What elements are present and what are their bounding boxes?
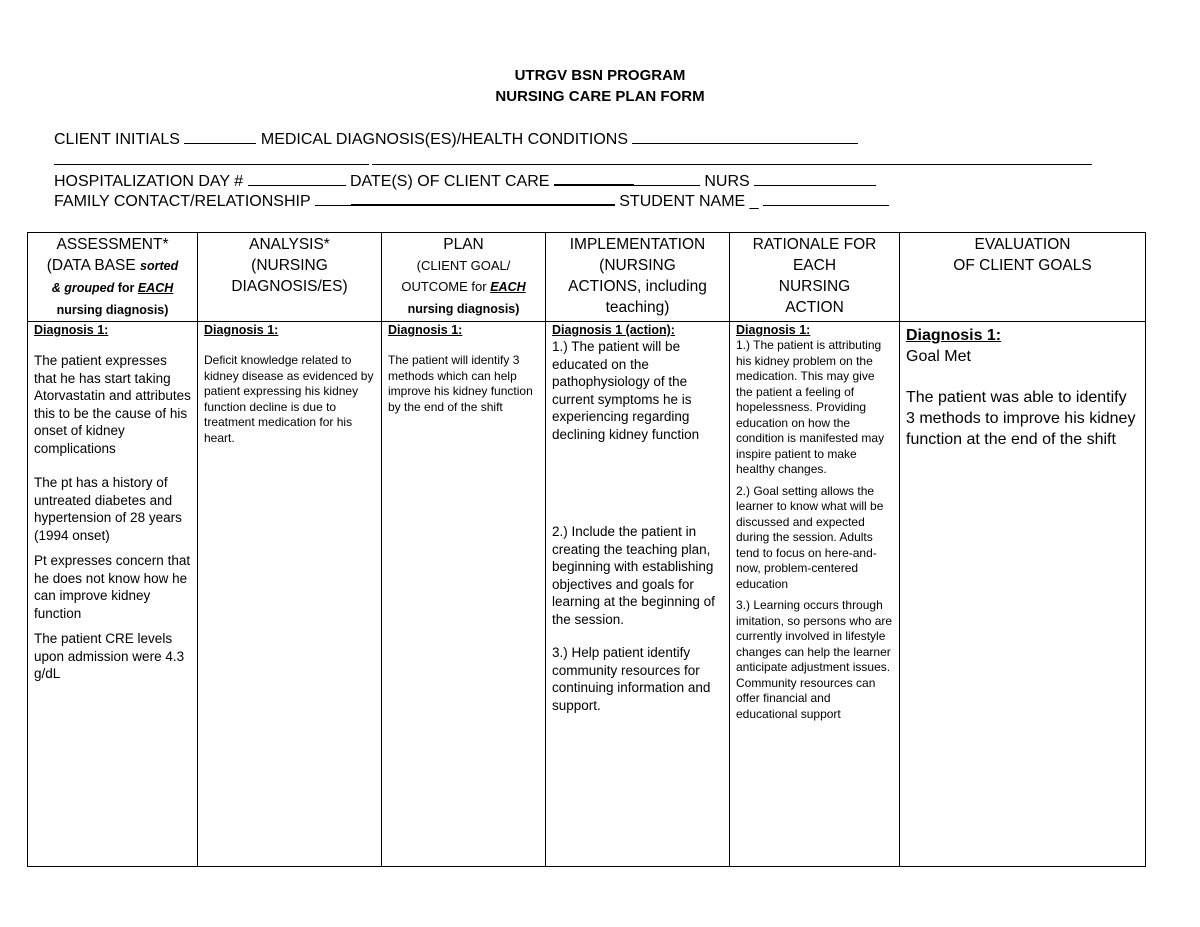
header-analysis: ANALYSIS* (NURSING DIAGNOSIS/ES) (198, 233, 382, 322)
evaluation-text: The patient was able to identify 3 methods to improve his kidney function at the end of the shift (906, 389, 1136, 448)
medical-diagnosis-field[interactable] (632, 129, 858, 144)
diagnosis-label: Diagnosis 1: (736, 323, 811, 337)
medical-diagnosis-label: MEDICAL DIAGNOSIS(ES)/HEALTH CONDITIONS (260, 131, 629, 148)
form-title-program: UTRGV BSN PROGRAM (514, 67, 686, 84)
medical-diagnosis-continuation[interactable] (54, 150, 1092, 171)
diagnosis-label: Diagnosis 1: (906, 327, 1002, 344)
cell-assessment[interactable]: Diagnosis 1: The patient expresses that he has start taking Atorvastatin and attributes this to be the cause of his onset of kidney complications The pt has a history of untreated diabetes and hypertension of 28 years (1994 onset) Pt expresses concern that he does not know how he can improve kidney function The patient CRE levels upon admission were 4.3 g/dL (28, 322, 198, 867)
table-header-row (28, 233, 1146, 322)
cell-evaluation[interactable] (900, 322, 1146, 867)
diagnosis-label: Diagnosis 1: (204, 323, 279, 337)
dates-of-care-field[interactable] (554, 170, 634, 186)
family-contact-line (54, 190, 889, 212)
client-line (54, 129, 858, 150)
student-name-field[interactable] (763, 191, 889, 206)
header-implementation: IMPLEMENTATION (NURSING ACTIONS, including teaching) (546, 233, 730, 322)
student-name-label: STUDENT NAME _ (619, 193, 759, 210)
diagnosis-label: Diagnosis 1: (34, 323, 109, 337)
table-row (28, 322, 1146, 867)
hospitalization-line (54, 170, 876, 192)
client-initials-field[interactable] (184, 129, 256, 144)
cell-plan[interactable]: Diagnosis 1: The patient will identify 3 methods which can help improve his kidney function by the end of the shift (382, 322, 546, 867)
diagnosis-label: Diagnosis 1: (388, 323, 463, 337)
goal-status: Goal Met (906, 348, 971, 365)
cell-rationale[interactable]: Diagnosis 1: 1.) The patient is attributing his kidney problem on the medication. This may give the patient a feeling of hopelessness. Providing education on how the condition is manifested may inspire patient to make healthy changes. 2.) Goal setting allows the learner to know what will be discussed and expected during the session. Adults tend to focus on here-and-now, problem-centered education 3.) Learning occurs through imitation, so persons who are currently involved in lifestyle changes can help the learner anticipate adjustment issues. Community resources can offer financial and educational support (730, 322, 900, 867)
diagnosis-label: Diagnosis 1 (action): (552, 323, 675, 337)
header-evaluation: EVALUATION OF CLIENT GOALS (900, 233, 1146, 322)
header-rationale: RATIONALE FOR EACH NURSING ACTION (730, 233, 900, 322)
dates-of-care-label: DATE(S) OF CLIENT CARE (349, 173, 550, 190)
nurs-label: NURS (704, 173, 750, 190)
family-contact-label: FAMILY CONTACT/RELATIONSHIP (54, 193, 311, 210)
care-plan-table (27, 232, 1146, 867)
header-plan: PLAN (CLIENT GOAL/ OUTCOME for EACH nursing diagnosis) (382, 233, 546, 322)
cell-implementation[interactable]: Diagnosis 1 (action): 1.) The patient will be educated on the pathophysiology of the current symptoms he is experiencing regarding declining kidney function 2.) Include the patient in creating the teaching plan, beginning with establishing objectives and goals for learning at the beginning of the session. 3.) Help patient identify community resources for continuing information and support. (546, 322, 730, 867)
hospitalization-day-label: HOSPITALIZATION DAY # (54, 173, 244, 190)
header-assessment: ASSESSMENT* (DATA BASE sorted & grouped for EACH nursing diagnosis) (28, 233, 198, 322)
form-title-name: NURSING CARE PLAN FORM (495, 88, 705, 105)
nurs-field[interactable] (754, 171, 876, 186)
hospitalization-day-field[interactable] (248, 171, 346, 186)
cell-analysis[interactable]: Diagnosis 1: Deficit knowledge related to kidney disease as evidenced by patient expressing his kidney function decline is due to treatment medication for his heart. (198, 322, 382, 867)
client-initials-label: CLIENT INITIALS (54, 131, 180, 148)
family-contact-field[interactable] (315, 191, 351, 206)
